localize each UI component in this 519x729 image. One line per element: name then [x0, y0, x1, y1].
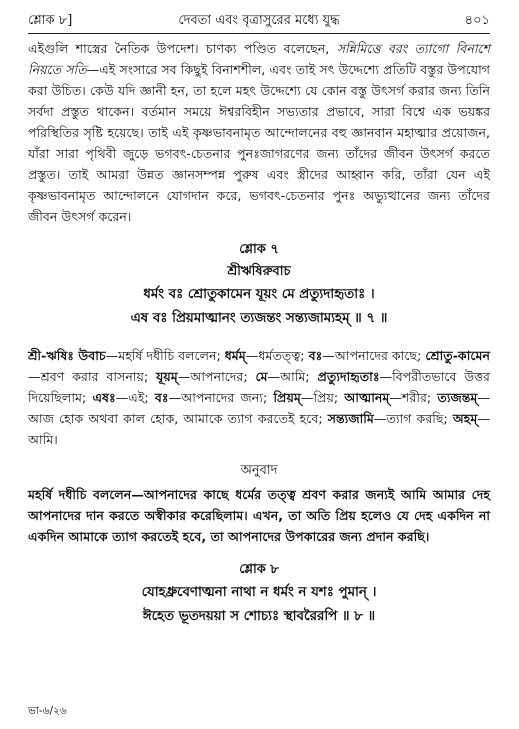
purport-quote: সন্নিমিত্তে বরং ত্যাগো বিনাশে নিয়তে সতি	[28, 41, 490, 77]
synonym-meaning: —ধর্মতত্ত্ব;	[245, 348, 309, 363]
synonym-meaning: —আমি;	[267, 369, 318, 384]
verse-8-line-1: যোহধ্রুবেণাত্মনা নাথা ন ধর্মং ন যশঃ পুমান্ ।	[141, 585, 377, 600]
synonym-word: বঃ	[154, 390, 169, 405]
synonym-word: যূয়ম্	[156, 369, 178, 384]
synonym-word: প্রিয়ম্	[273, 390, 301, 405]
synonym-meaning: —বিপরীতভাবে উত্তর দিয়েছিলাম;	[28, 369, 490, 405]
header-chapter-title: দেবতা এবং বৃত্রাসুরের মধ্যে যুদ্ধ	[178, 13, 340, 28]
running-header	[28, 10, 490, 32]
synonym-meaning: —শরীর;	[389, 390, 438, 405]
synonym-meaning: —আজ হোক অথবা কাল হোক, আমাকে ত্যাগ করতেই হবে;	[28, 390, 491, 426]
synonym-word: বঃ	[308, 348, 323, 363]
synonym-meaning: —আমি।	[28, 411, 490, 447]
synonym-meaning: —আপনাদের;	[177, 369, 256, 384]
page-content	[28, 38, 490, 629]
synonym-word: প্রত্যুদাহৃতাঃ	[317, 369, 380, 384]
verse-8-line-2: ঈহেত ভূতদয়য়া স শোচ্যঃ স্থাবরৈরপি ॥ ৮ ॥	[142, 609, 376, 624]
synonym-word: এষঃ	[92, 390, 116, 405]
synonym-word: সন্ত্যজামি	[327, 411, 374, 426]
verse-7-line-2: এষ বঃ প্রিয়মাত্মানং ত্যজন্তং সন্ত্যজাম্যহম্ ॥ ৭ ॥	[130, 311, 388, 326]
purport-text-b: —এই সংসারে সব কিছুই বিনাশশীল, এবং তাই সৎ উদ্দেশ্যে প্রতিটি বস্তুর উপযোগ করা উচিত। কেউ যদি জ্ঞানী হন, তা হলে মহৎ উদ্দেশ্যে যে কোন বস্তু উৎসর্গ করার জন্য তিনি সর্বদা প্রস্তুত থাকেন। বর্তমান সময়ে ঈশ্বরবিহীন সভ্যতার প্রভাবে, সারা বিশ্বে এক ভয়ঙ্কর পরিস্থিতির সৃষ্টি হয়েছে। তাই এই কৃষ্ণভাবনামৃত আন্দোলনের বহু জ্ঞানবান মহাত্মার প্রয়োজন, যাঁরা সারা পৃথিবী জুড়ে ভগবৎ-চেতনার পুনঃজাগরণের জন্য তাঁদের জীবন উৎসর্গ করতে প্রস্তুত। তাই আমরা উন্নত জ্ঞানসম্পন্ন পুরুষ এবং স্ত্রীদের আহ্বান করি, তাঁরা যেন এই কৃষ্ণভাবনামৃত আন্দোলনে যোগদান করে, ভগবৎ-চেতনার পুনঃ অভ্যুত্থানের জন্য তাঁদের জীবন উৎসর্গ করেন।	[28, 62, 490, 224]
purport-paragraph	[28, 38, 490, 227]
verse-8-heading: শ্লোক ৮	[239, 562, 279, 577]
synonym-meaning: —মহর্ষি দধীচি বললেন;	[105, 348, 225, 363]
synonym-meaning: —প্রিয়;	[300, 390, 345, 405]
page-signature: ভা-৬/২৬	[28, 705, 67, 717]
synonym-word: শ্রোতু-কামেন	[425, 348, 490, 363]
synonym-word: ধর্মম্	[224, 348, 246, 363]
synonym-meaning: —আপনাদের জন্য;	[168, 390, 274, 405]
verse-7-heading: শ্লোক ৭	[239, 242, 279, 257]
synonym-word: অহম্	[452, 411, 478, 426]
synonym-word: মে	[255, 369, 268, 384]
synonym-meaning: —এই;	[115, 390, 155, 405]
translation-text: মহর্ষি দধীচি বললেন—আপনাদের কাছে ধর্মের তত্ত্ব শ্রবণ করার জন্যই আমি আমার দেহ আপনাদের দান করতে অস্বীকার করেছিলাম। এখন, তা অতি প্রিয় হলেও যে দেহ একদিন না একদিন আমাকে ত্যাগ করতেই হবে, তা আপনাদের উপকারের জন্য প্রদান করছি।	[28, 487, 490, 544]
synonym-word: আত্মানম্	[344, 390, 390, 405]
synonym-meaning: —শ্রবণ করার বাসনায়;	[28, 369, 157, 384]
purport-text-a: এইগুলি শাস্ত্রের নৈতিক উপদেশ। চাণক্য পণ্ডিত বলেছেন,	[28, 41, 337, 56]
translation-heading: অনুবাদ	[240, 463, 278, 478]
verse-7-speaker: শ্রীঋষিরুবাচ	[227, 264, 291, 279]
synonym-word: শ্রী-ঋষিঃ উবাচ	[28, 348, 106, 363]
header-rule	[28, 33, 490, 34]
header-page-number: ৪০১	[464, 13, 490, 28]
verse-7-line-1: ধর্মং বঃ শ্রোতুকামেন যূয়ং মে প্রত্যুদাহৃতাঃ ।	[143, 287, 375, 302]
synonym-meaning: —আপনাদের কাছে;	[322, 348, 426, 363]
synonym-word: ত্যজন্তম্	[437, 390, 478, 405]
synonyms-paragraph	[28, 345, 490, 450]
header-verse-ref: শ্লোক ৮]	[28, 13, 73, 28]
synonym-meaning: —ত্যাগ করছি;	[373, 411, 453, 426]
